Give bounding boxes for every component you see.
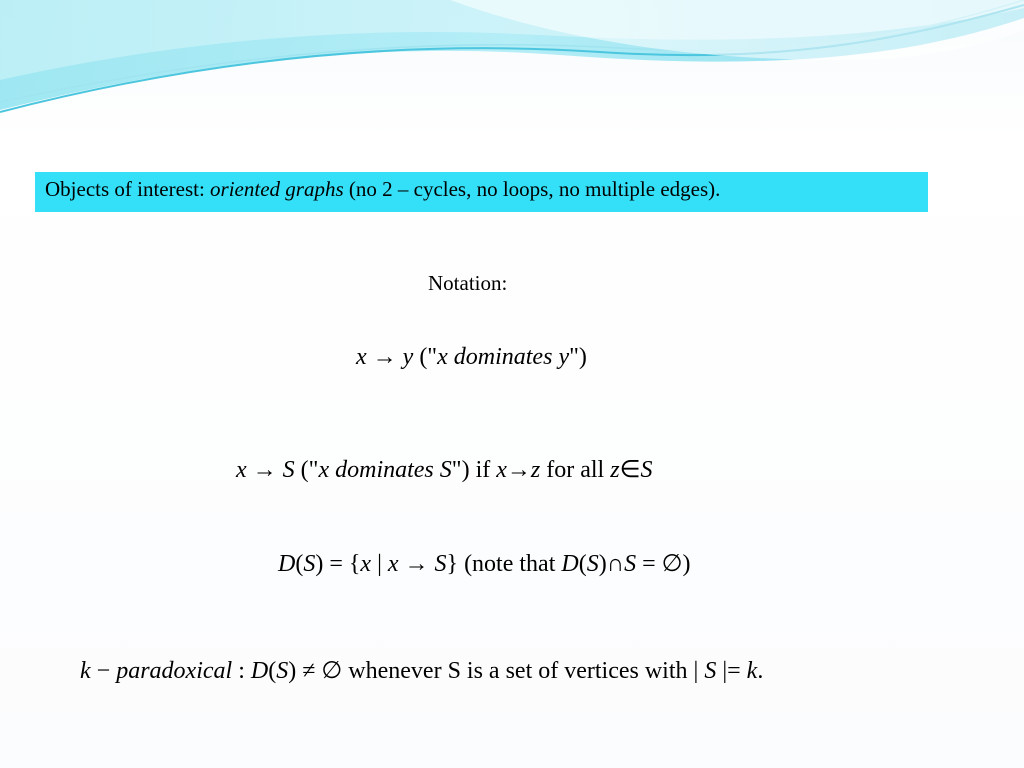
math-var: y: [402, 344, 414, 370]
math-text: (": [413, 344, 438, 370]
math-text: for all: [540, 457, 611, 483]
math-text: |: [693, 658, 705, 684]
math-text: "): [569, 344, 587, 370]
math-var: D: [250, 658, 269, 684]
math-text: (: [268, 658, 277, 684]
math-text: }: [446, 551, 459, 577]
math-var: D: [278, 551, 296, 577]
math-text: dominates: [329, 457, 440, 483]
math-var: x: [387, 551, 399, 577]
math-text: (: [295, 551, 304, 577]
decorative-wave-header: [0, 0, 1024, 120]
arrow-symbol: →: [398, 551, 435, 577]
math-text: |: [371, 551, 388, 577]
math-var: D: [561, 551, 579, 577]
objects-suffix: (no 2 – cycles, no loops, no multiple edges).: [343, 177, 721, 201]
math-text: ): [598, 551, 607, 577]
element-of-symbol: ∈: [619, 457, 641, 483]
math-var: z: [610, 457, 620, 483]
math-var: S: [276, 658, 289, 684]
math-var: x: [318, 457, 330, 483]
math-var: S: [640, 457, 653, 483]
math-text: (": [294, 457, 319, 483]
objects-emphasis: oriented graphs: [210, 177, 344, 201]
math-var: S: [704, 658, 717, 684]
math-text: .: [757, 658, 764, 684]
math-var: x: [437, 344, 448, 370]
math-text: dominates: [447, 344, 559, 370]
math-text: ") if: [451, 457, 497, 483]
objects-prefix: Objects of interest:: [45, 177, 211, 201]
math-text: ): [288, 658, 297, 684]
math-var: x: [496, 457, 507, 483]
math-text: = {: [323, 551, 361, 577]
math-var: y: [558, 344, 570, 370]
math-var: S: [586, 551, 599, 577]
notation-label: Notation:: [428, 271, 508, 295]
k-paradoxical-definition: [80, 656, 763, 685]
math-text: whenever S is a set of vertices with: [348, 658, 694, 684]
arrow-symbol: →: [372, 344, 397, 370]
math-var: paradoxical: [116, 658, 233, 684]
math-text: = ∅): [636, 551, 691, 577]
math-var: S: [439, 457, 452, 483]
math-var: S: [434, 551, 447, 577]
set-domination-definition: [236, 455, 652, 484]
math-text: ): [315, 551, 324, 577]
math-var: x: [360, 551, 372, 577]
math-text: (: [578, 551, 587, 577]
math-var: k: [80, 658, 91, 684]
objects-of-interest-box: [35, 172, 928, 212]
math-text: (note that: [458, 551, 562, 577]
math-var: x: [356, 344, 367, 370]
math-var: S: [303, 551, 316, 577]
math-text: −: [90, 658, 117, 684]
arrow-symbol: →: [252, 457, 277, 483]
math-var: S: [282, 457, 295, 483]
math-text: :: [232, 658, 251, 684]
dominating-set-definition: [278, 549, 691, 578]
domination-definition: [356, 344, 587, 371]
arrow-symbol: →: [506, 457, 531, 483]
math-var: z: [530, 457, 541, 483]
math-var: x: [236, 457, 247, 483]
math-text: ≠ ∅: [296, 658, 349, 684]
math-var: k: [746, 658, 758, 684]
math-var: S: [624, 551, 637, 577]
math-text: |=: [716, 658, 747, 684]
intersection-symbol: ∩: [606, 551, 625, 577]
